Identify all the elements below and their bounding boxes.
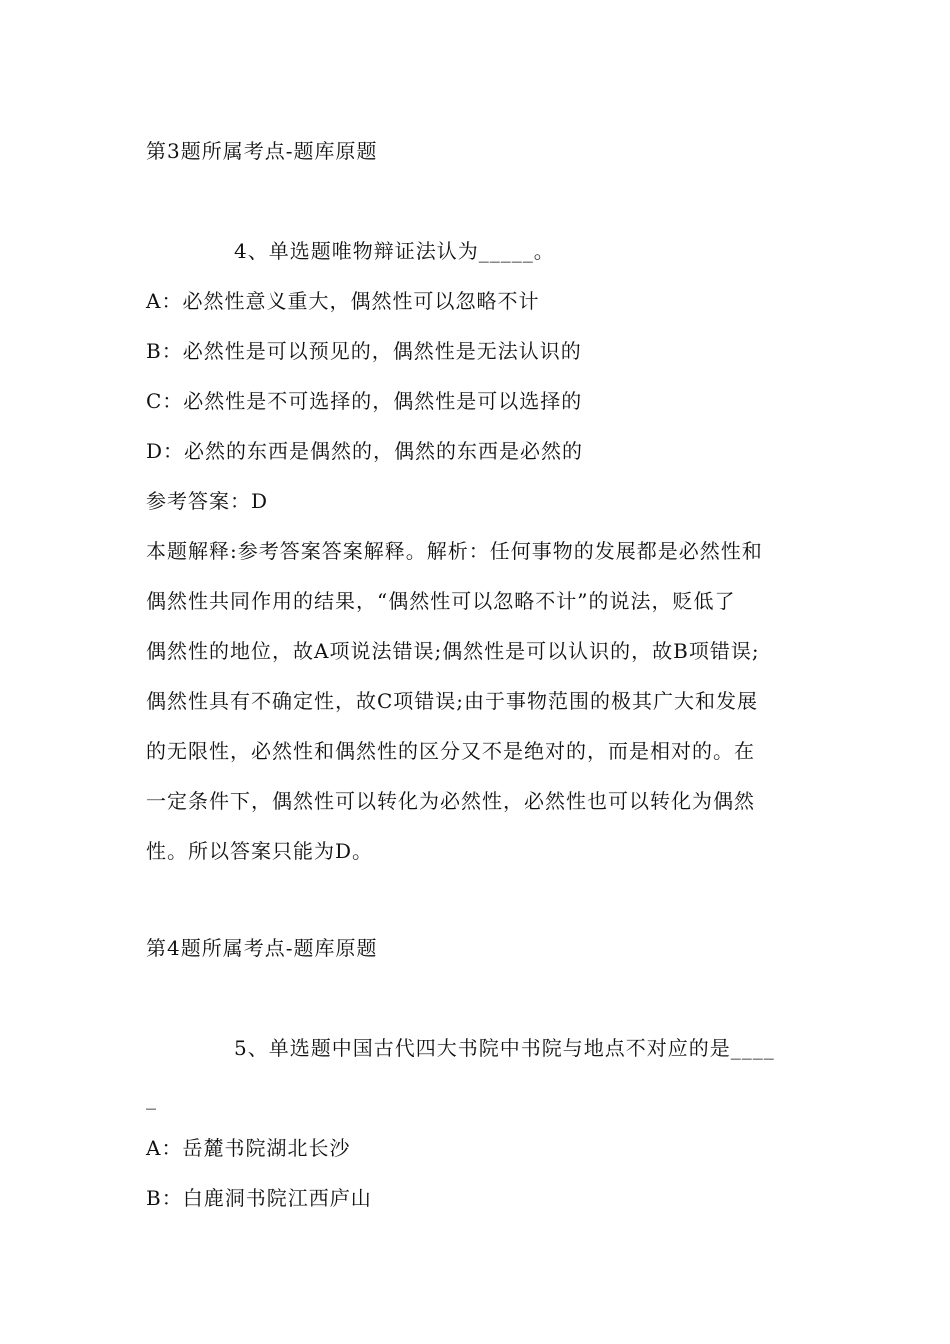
question-4-stem: 4、单选题唯物辩证法认为_____。: [234, 239, 555, 263]
question-4-explanation-line: 偶然性共同作用的结果，“偶然性可以忽略不计”的说法，贬低了: [146, 589, 736, 613]
question-4-explanation-line: 偶然性具有不确定性，故C项错误;由于事物范围的极其广大和发展: [146, 689, 759, 713]
question-5-stem-continuation: _: [146, 1086, 157, 1110]
question-4-explanation-line: 一定条件下，偶然性可以转化为必然性，必然性也可以转化为偶然: [146, 789, 755, 813]
section-3-point-label: 第3题所属考点-题库原题: [146, 139, 378, 163]
question-4-answer: 参考答案：D: [146, 489, 269, 513]
section-4-point-label: 第4题所属考点-题库原题: [146, 936, 378, 960]
question-4-explanation-line: 性。所以答案只能为D。: [146, 839, 374, 863]
question-4-option-b: B：必然性是可以预见的，偶然性是无法认识的: [146, 339, 582, 363]
question-4-explanation-line: 偶然性的地位，故A项说法错误;偶然性是可以认识的，故B项错误;: [146, 639, 760, 663]
question-4-option-c: C：必然性是不可选择的，偶然性是可以选择的: [146, 389, 583, 413]
question-4-option-d: D：必然的东西是偶然的，偶然的东西是必然的: [146, 439, 584, 463]
question-5-option-b: B：白鹿洞书院江西庐山: [146, 1186, 372, 1210]
question-4-explanation-line: 本题解释:参考答案答案解释。解析：任何事物的发展都是必然性和: [146, 539, 763, 563]
question-4-explanation-line: 的无限性，必然性和偶然性的区分又不是绝对的，而是相对的。在: [146, 739, 755, 763]
question-5-stem: 5、单选题中国古代四大书院中书院与地点不对应的是____: [234, 1036, 775, 1060]
question-5-option-a: A：岳麓书院湖北长沙: [146, 1136, 351, 1160]
question-4-option-a: A：必然性意义重大，偶然性可以忽略不计: [146, 289, 540, 313]
